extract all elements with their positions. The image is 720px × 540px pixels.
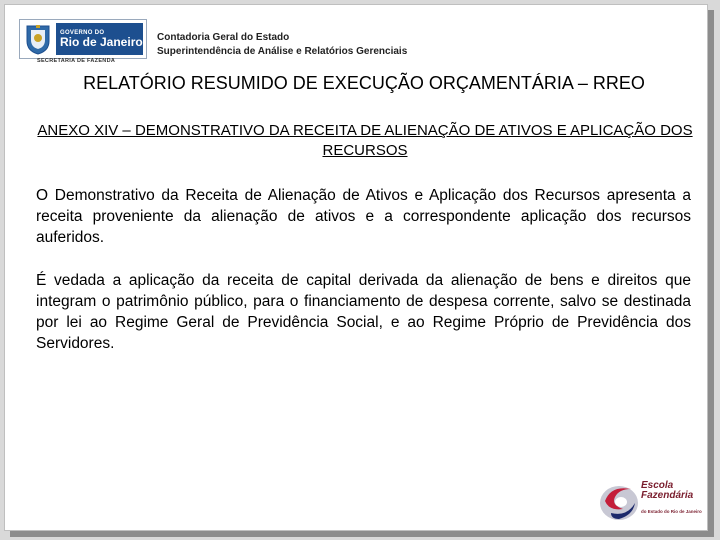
paragraph-2: É vedada a aplicação da receita de capital derivada da alienação de bens e direitos que integram o patrimônio público, para o financiamento de despesa corrente, salvo se destinada por lei ao Regime Geral de Previdência Social, e ao Regime Próprio de Previdência dos Servidores. (36, 272, 691, 352)
paragraph-1: O Demonstrativo da Receita de Alienação de Ativos e Aplicação dos Recursos apresenta a receita proveniente da alienação de ativos e a correspondente aplicação dos recursos auferidos. (36, 187, 691, 246)
gov-label: GOVERNO DO (60, 29, 105, 36)
page-title: RELATÓRIO RESUMIDO DE EXECUÇÃO ORÇAMENTÁRIA – RREO (83, 73, 645, 93)
page-subtitle: ANEXO XIV – DEMONSTRATIVO DA RECEITA DE ALIENAÇÃO DE ATIVOS E APLICAÇÃO DOS RECURSOS (37, 122, 693, 159)
gov-name: Rio de Janeiro (60, 34, 143, 49)
school-line-3: do Estado do Rio de Janeiro (641, 509, 702, 514)
header-text (157, 31, 407, 59)
school-line-2: Fazendária (641, 490, 694, 501)
header-line-1: Contadoria Geral do Estado (157, 32, 290, 43)
school-line-1: Escola (641, 480, 674, 491)
school-name (641, 481, 693, 501)
slide (4, 4, 708, 531)
header-line-2: Superintendência de Análise e Relatórios Gerenciais (157, 46, 408, 57)
school-logo (597, 475, 709, 525)
secretaria-label: SECRETARIA DE FAZENDA (37, 58, 116, 64)
government-logo (19, 19, 147, 59)
school-swirl-icon (597, 475, 641, 525)
coat-of-arms-icon (24, 23, 52, 55)
government-name-block (56, 23, 143, 55)
